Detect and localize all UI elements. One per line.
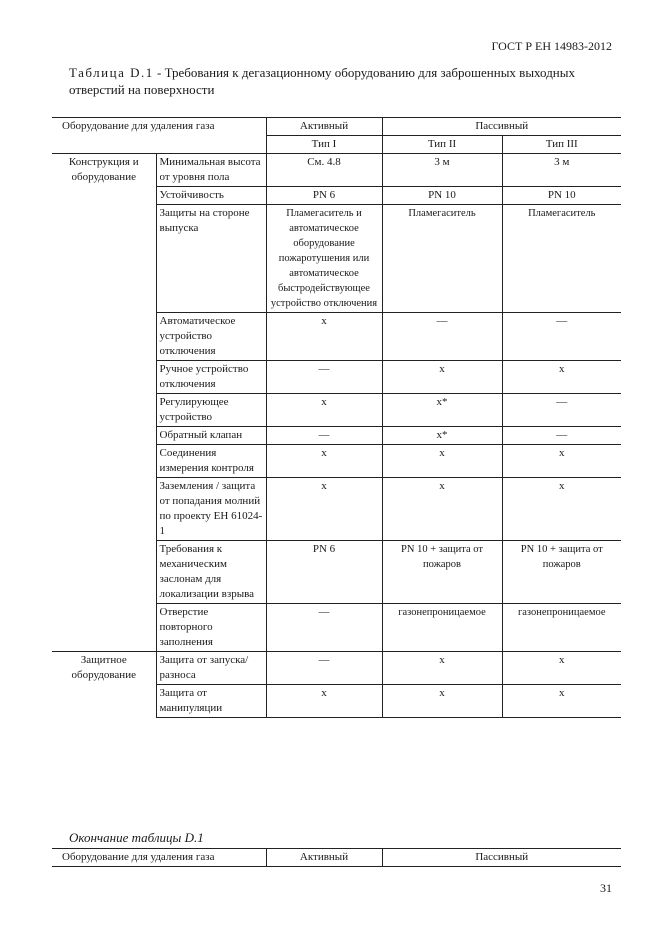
value-active-type-1: — (266, 652, 382, 685)
value-active-type-1: Пламегаситель и автоматическое оборудование пожаротушения или автоматическое быстродействующее устройство отключения (266, 205, 382, 313)
value-passive-type-3: х (502, 445, 621, 478)
value-passive-type-2: х* (382, 394, 502, 427)
value-passive-type-2: х (382, 685, 502, 718)
value-passive-type-3: х (502, 652, 621, 685)
row-label: Автоматическое устройство отключения (156, 313, 266, 361)
value-passive-type-2: х (382, 445, 502, 478)
value-passive-type-3: х (502, 685, 621, 718)
value-passive-type-3: PN 10 + защита от пожаров (502, 541, 621, 604)
row-label: Защиты на стороне выпуска (156, 205, 266, 313)
page-number: 31 (600, 881, 612, 895)
continuation-title: Окончание таблицы D.1 (69, 830, 204, 845)
value-passive-type-3: — (502, 427, 621, 445)
table-caption (69, 64, 609, 98)
value-passive-type-2: х* (382, 427, 502, 445)
value-active-type-1: х (266, 478, 382, 541)
value-passive-type-3: х (502, 361, 621, 394)
row-label: Обратный клапан (156, 427, 266, 445)
table-row (52, 154, 621, 187)
value-passive-type-2: 3 м (382, 154, 502, 187)
value-active-type-1: х (266, 685, 382, 718)
header-type-1: Тип I (266, 136, 382, 154)
value-passive-type-3: — (502, 394, 621, 427)
row-label: Минимальная высота от уровня пола (156, 154, 266, 187)
value-active-type-1: х (266, 394, 382, 427)
value-passive-type-3: — (502, 313, 621, 361)
continuation-header-active: Активный (266, 849, 382, 867)
value-passive-type-3: Пламегаситель (502, 205, 621, 313)
value-passive-type-2: PN 10 + защита от пожаров (382, 541, 502, 604)
header-active: Активный (266, 118, 382, 136)
value-passive-type-2: х (382, 361, 502, 394)
value-active-type-1: х (266, 313, 382, 361)
header-type-3: Тип III (502, 136, 621, 154)
value-active-type-1: — (266, 604, 382, 652)
continuation-header-equipment: Оборудование для удаления газа (52, 849, 266, 867)
row-label: Защита от манипуляции (156, 685, 266, 718)
continuation-table-header (52, 848, 621, 867)
value-passive-type-3: х (502, 478, 621, 541)
value-active-type-1: PN 6 (266, 187, 382, 205)
header-passive: Пассивный (382, 118, 621, 136)
row-label: Заземления / защита от попадания молний по проекту ЕН 61024-1 (156, 478, 266, 541)
row-label: Требования к механическим заслонам для локализации взрыва (156, 541, 266, 604)
value-passive-type-3: PN 10 (502, 187, 621, 205)
value-passive-type-2: газонепроницаемое (382, 604, 502, 652)
table-caption-text: - Требования к дегазационному оборудованию для заброшенных выходных отверстий на поверхности (69, 65, 575, 97)
group-name: Защитное оборудование (52, 652, 156, 718)
group-name: Конструкция и оборудование (52, 154, 156, 652)
table-row (52, 652, 621, 685)
value-passive-type-2: PN 10 (382, 187, 502, 205)
value-active-type-1: — (266, 361, 382, 394)
value-passive-type-2: Пламегаситель (382, 205, 502, 313)
requirements-table (52, 117, 621, 718)
value-active-type-1: х (266, 445, 382, 478)
document-code: ГОСТ Р ЕН 14983-2012 (491, 39, 612, 53)
row-label: Устойчивость (156, 187, 266, 205)
row-label: Регулирующее устройство (156, 394, 266, 427)
value-active-type-1: — (266, 427, 382, 445)
value-passive-type-2: — (382, 313, 502, 361)
value-active-type-1: См. 4.8 (266, 154, 382, 187)
row-label: Отверстие повторного заполнения (156, 604, 266, 652)
value-passive-type-3: 3 м (502, 154, 621, 187)
table-caption-label: Таблица D.1 (69, 65, 154, 80)
header-equipment: Оборудование для удаления газа (52, 118, 266, 154)
continuation-header-passive: Пассивный (382, 849, 621, 867)
row-label: Защита от запуска/ разноса (156, 652, 266, 685)
value-passive-type-2: х (382, 478, 502, 541)
value-passive-type-2: х (382, 652, 502, 685)
header-type-2: Тип II (382, 136, 502, 154)
value-passive-type-3: газонепроницаемое (502, 604, 621, 652)
value-active-type-1: PN 6 (266, 541, 382, 604)
row-label: Соединения измерения контроля (156, 445, 266, 478)
row-label: Ручное устройство отключения (156, 361, 266, 394)
